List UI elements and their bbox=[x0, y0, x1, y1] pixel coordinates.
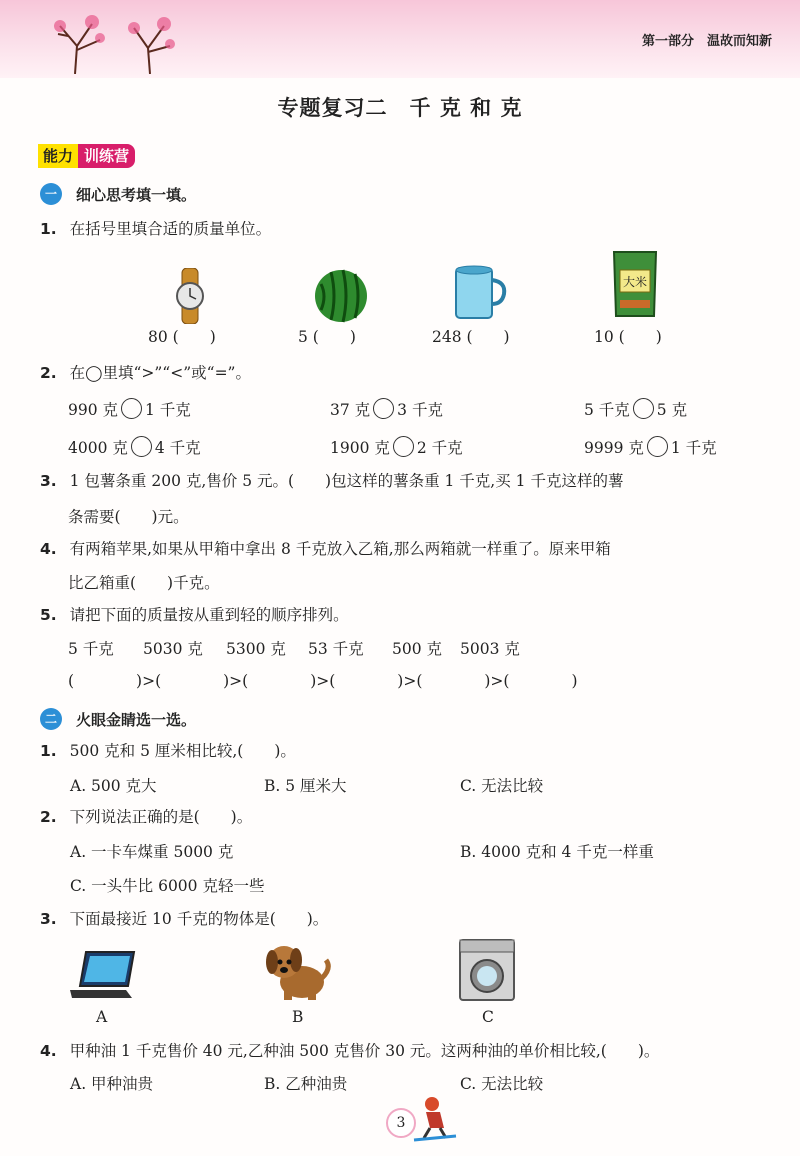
s2-q3-label-b[interactable]: B bbox=[292, 1008, 304, 1026]
s2-q1-text: 500 克和 5 厘米相比较,( )。 bbox=[69, 742, 296, 760]
compare-item bbox=[584, 398, 687, 421]
compare-right: 2 千克 bbox=[416, 439, 463, 457]
badge-part1: 能力 bbox=[38, 144, 78, 168]
s1-q5-value: 500 克 bbox=[392, 640, 443, 658]
compare-item bbox=[68, 436, 201, 459]
s2-q1-option-a[interactable]: A. 500 克大 bbox=[70, 777, 157, 795]
s1-q4-line1: 有两箱苹果,如果从甲箱中拿出 8 千克放入乙箱,那么两箱就一样重了。原来甲箱 bbox=[69, 540, 611, 558]
s2-q3-label-a[interactable]: A bbox=[96, 1008, 108, 1026]
badge-part2: 训练营 bbox=[78, 144, 135, 168]
tree-decoration-icon bbox=[30, 6, 200, 74]
compare-left: 4000 克 bbox=[68, 439, 128, 457]
answer-circle[interactable] bbox=[373, 398, 394, 419]
s2-q1-num: 1. bbox=[40, 742, 57, 760]
header-banner bbox=[0, 0, 800, 78]
s1-q5-value: 5003 克 bbox=[460, 640, 520, 658]
answer-circle[interactable] bbox=[121, 398, 142, 419]
compare-right: 1 千克 bbox=[670, 439, 717, 457]
rice-bag-icon bbox=[610, 248, 660, 320]
s1-q1-item-3: 248 ( ) bbox=[432, 328, 510, 346]
answer-circle[interactable] bbox=[633, 398, 654, 419]
compare-left: 1900 克 bbox=[330, 439, 390, 457]
s1-q1-text: 在括号里填合适的质量单位。 bbox=[69, 220, 272, 238]
header-section-label: 第一部分 温故而知新 bbox=[641, 34, 772, 49]
compare-left: 990 克 bbox=[68, 401, 119, 419]
s1-q5-value: 53 千克 bbox=[308, 640, 364, 658]
s2-q2-option-c[interactable]: C. 一头牛比 6000 克轻一些 bbox=[70, 877, 265, 895]
s1-q4-line2: 比乙箱重( )千克。 bbox=[68, 574, 220, 592]
compare-item bbox=[330, 398, 443, 421]
dog-icon bbox=[262, 940, 332, 1002]
compare-right: 3 千克 bbox=[397, 401, 443, 419]
s1-q5-order-line: ( )>( )>( )>( )>( )>( ) bbox=[68, 672, 578, 690]
s2-q4-option-b[interactable]: B. 乙种油贵 bbox=[264, 1075, 348, 1093]
laptop-icon bbox=[68, 948, 138, 1000]
s2-q4-text: 甲种油 1 千克售价 40 元,乙种油 500 克售价 30 元。这两种油的单价相比较,( )。 bbox=[69, 1042, 660, 1060]
s1-q5-num: 5. bbox=[40, 606, 57, 624]
s1-q1-item-2: 5 ( ) bbox=[298, 328, 356, 346]
s2-q1-option-b[interactable]: B. 5 厘米大 bbox=[264, 777, 347, 795]
answer-circle[interactable] bbox=[647, 436, 668, 457]
compare-right: 1 千克 bbox=[145, 401, 191, 419]
s2-q3 bbox=[40, 908, 328, 930]
rice-bag-label: 大米 bbox=[622, 275, 648, 289]
compare-right: 4 千克 bbox=[154, 439, 201, 457]
compare-left: 9999 克 bbox=[584, 439, 644, 457]
s1-q3-line2: 条需要( )元。 bbox=[68, 508, 189, 526]
s2-q4 bbox=[40, 1040, 659, 1062]
s1-q3 bbox=[40, 470, 623, 492]
s1-q5-text: 请把下面的质量按从重到轻的顺序排列。 bbox=[69, 606, 349, 624]
s2-q2-num: 2. bbox=[40, 808, 57, 826]
s1-q5-value: 5030 克 bbox=[143, 640, 203, 658]
answer-circle[interactable] bbox=[393, 436, 414, 457]
section1-title: 细心思考填一填。 bbox=[76, 185, 197, 204]
washing-machine-icon bbox=[456, 938, 518, 1002]
s2-q2-option-a[interactable]: A. 一卡车煤重 5000 克 bbox=[70, 843, 234, 861]
s1-q2-text: 在◯里填“>”“<”或“=”。 bbox=[69, 364, 251, 382]
compare-left: 5 千克 bbox=[584, 401, 630, 419]
skier-icon bbox=[410, 1094, 460, 1144]
page-number: 3 bbox=[386, 1108, 416, 1138]
s2-q3-num: 3. bbox=[40, 910, 57, 928]
s2-q1-option-c[interactable]: C. 无法比较 bbox=[460, 777, 544, 795]
section1-number: 一 bbox=[40, 183, 62, 205]
s1-q1-item-4: 10 ( ) bbox=[594, 328, 662, 346]
mug-icon bbox=[452, 264, 508, 322]
s1-q1 bbox=[40, 218, 271, 240]
s2-q3-label-c[interactable]: C bbox=[482, 1008, 494, 1026]
section2-heading bbox=[40, 708, 196, 730]
s1-q5-value: 5300 克 bbox=[226, 640, 286, 658]
s1-q5 bbox=[40, 604, 349, 626]
s1-q1-item-1: 80 ( ) bbox=[148, 328, 216, 346]
page-title: 专题复习二 千 克 和 克 bbox=[277, 96, 523, 120]
compare-right: 5 克 bbox=[656, 401, 688, 419]
s1-q2-num: 2. bbox=[40, 364, 57, 382]
section1-heading bbox=[40, 183, 196, 205]
watch-icon bbox=[170, 268, 210, 324]
s2-q3-text: 下面最接近 10 千克的物体是( )。 bbox=[69, 910, 329, 928]
answer-circle[interactable] bbox=[131, 436, 152, 457]
s2-q2-text: 下列说法正确的是( )。 bbox=[69, 808, 253, 826]
section2-number: 二 bbox=[40, 708, 62, 730]
s2-q1 bbox=[40, 740, 296, 762]
s1-q2 bbox=[40, 362, 251, 384]
s1-q3-num: 3. bbox=[40, 472, 57, 490]
compare-item bbox=[584, 436, 717, 459]
compare-item bbox=[68, 398, 191, 421]
s2-q4-option-c[interactable]: C. 无法比较 bbox=[460, 1075, 544, 1093]
watermelon-icon bbox=[313, 264, 369, 324]
s2-q2 bbox=[40, 806, 252, 828]
s2-q4-num: 4. bbox=[40, 1042, 57, 1060]
s1-q4 bbox=[40, 538, 611, 560]
s1-q4-num: 4. bbox=[40, 540, 57, 558]
training-badge bbox=[38, 144, 135, 168]
compare-item bbox=[330, 436, 463, 459]
s1-q1-num: 1. bbox=[40, 220, 57, 238]
s2-q4-option-a[interactable]: A. 甲种油贵 bbox=[70, 1075, 154, 1093]
compare-left: 37 克 bbox=[330, 401, 371, 419]
s1-q5-value: 5 千克 bbox=[68, 640, 114, 658]
section2-title: 火眼金睛选一选。 bbox=[76, 710, 197, 729]
s2-q2-option-b[interactable]: B. 4000 克和 4 千克一样重 bbox=[460, 843, 654, 861]
s1-q3-line1: 1 包薯条重 200 克,售价 5 元。( )包这样的薯条重 1 千克,买 1 千克这样的薯 bbox=[69, 472, 624, 490]
